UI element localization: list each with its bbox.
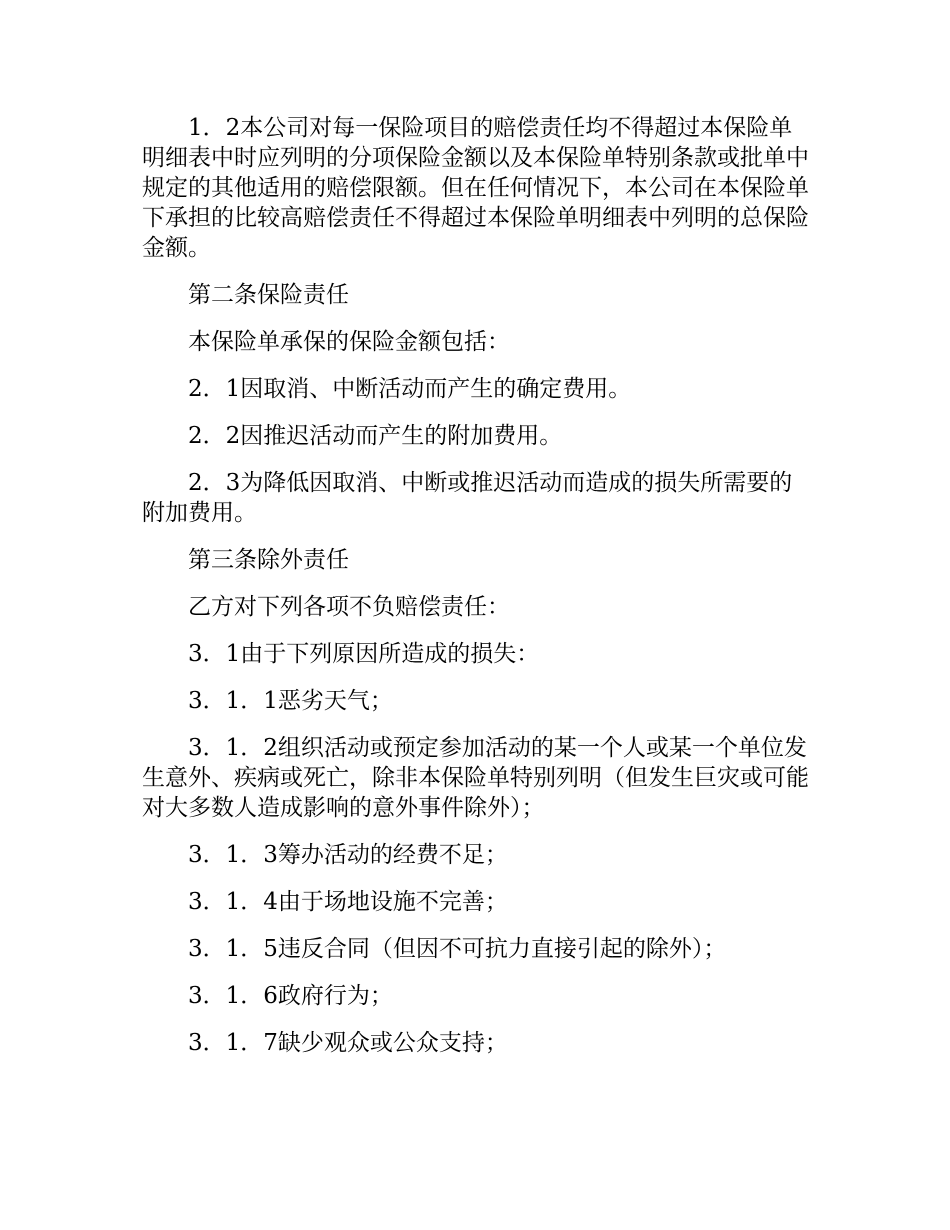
paragraph-clause-3-1: 3．1由于下列原因所造成的损失： [188,641,540,667]
document-body [142,113,814,1075]
paragraph-clause-3-1-4: 3．1．4由于场地设施不完善； [188,889,508,915]
paragraph-clause-3-1-2: 3．1．2组织活动或预定参加活动的某一个人或某一个单位发生意外、疾病或死亡，除非本保险单特别列明（但发生巨灾或可能对大多数人造成影响的意外事件除外）； [142,735,809,821]
paragraph-clause-2-3: 2．3为降低因取消、中断或推迟活动而造成的损失所需要的附加费用。 [142,470,793,526]
paragraph-clause-2-1: 2．1因取消、中断活动而产生的确定费用。 [188,376,632,402]
paragraph-clause-3-1-3: 3．1．3筹办活动的经费不足； [188,842,508,868]
paragraph-clause-1-2: 1．2本公司对每一保险项目的赔偿责任均不得超过本保险单明细表中时应列明的分项保险金额以及本保险单特别条款或批单中规定的其他适用的赔偿限额。但在任何情况下，本公司在本保险单下承担的比较高赔偿责任不得超过本保险单明细表中列明的总保险金额。 [142,115,809,261]
heading-article-3: 第三条除外责任 [188,547,349,573]
paragraph-exclusion-intro: 乙方对下列各项不负赔偿责任： [188,594,510,620]
paragraph-clause-3-1-5: 3．1．5违反合同（但因不可抗力直接引起的除外）； [188,936,727,962]
heading-article-2: 第二条保险责任 [188,282,349,308]
paragraph-clause-3-1-1: 3．1．1恶劣天气； [188,688,393,714]
paragraph-clause-3-1-6: 3．1．6政府行为； [188,983,393,1009]
paragraph-clause-3-1-7: 3．1．7缺少观众或公众支持； [188,1030,508,1056]
paragraph-coverage-intro: 本保险单承保的保险金额包括： [188,329,510,355]
paragraph-clause-2-2: 2．2因推迟活动而产生的附加费用。 [188,423,563,449]
